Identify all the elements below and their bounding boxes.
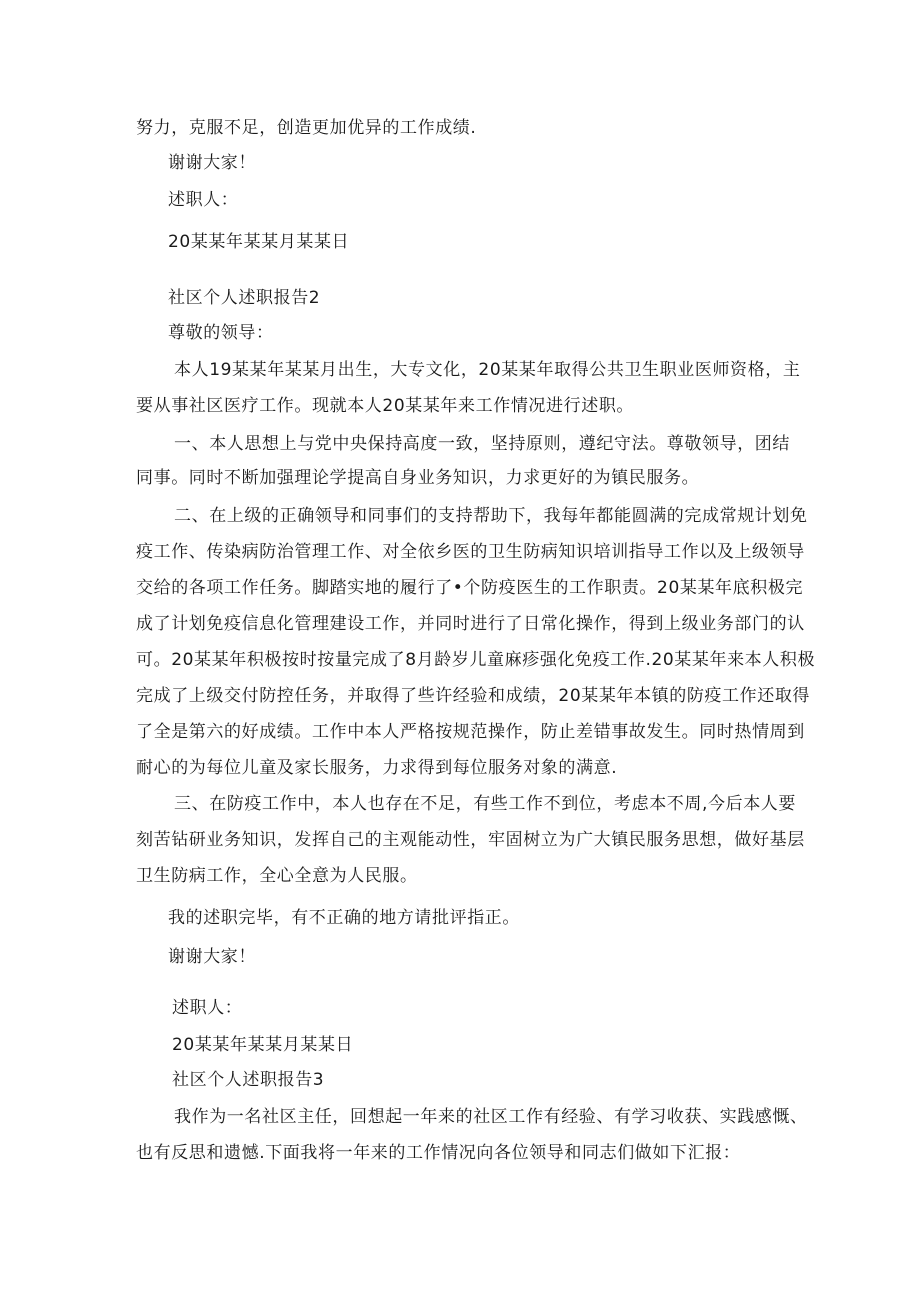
- report2-point2-line: 交给的各项工作任务。脚踏实地的履行了•个防疫医生的工作职责。20某某年底积极完: [136, 578, 804, 598]
- report2-intro-line: 本人19某某年某某月出生，大专文化，20某某年取得公共卫生职业医师资格，主: [174, 360, 801, 380]
- closing-line: 努力，克服不足，创造更加优异的工作成绩.: [136, 118, 477, 138]
- report2-point2-line: 疫工作、传染病防治管理工作、对全依乡医的卫生防病知识培训指导工作以及上级领导: [136, 542, 805, 562]
- report2-salutation: 尊敬的领导：: [168, 323, 274, 343]
- signature-date: 20某某年某某月某某日: [168, 232, 350, 252]
- thanks-line: 谢谢大家！: [168, 153, 256, 173]
- report2-point3-line: 卫生防病工作，全心全意为人民服。: [136, 866, 418, 886]
- report2-point3-line: 三、在防疫工作中，本人也存在不足，有些工作不到位，考虑本不周,今后本人要: [174, 794, 797, 814]
- report2-point2-line: 可。20某某年积极按时按量完成了8月龄岁儿童麻疹强化免疫工作.20某某年来本人积极: [136, 650, 816, 670]
- report3-title: 社区个人述职报告3: [172, 1070, 325, 1090]
- report2-point3-line: 刻苦钻研业务知识，发挥自己的主观能动性，牢固树立为广大镇民服务思想，做好基层: [136, 830, 805, 850]
- report3-intro-line: 我作为一名社区主任，回想起一年来的社区工作有经验、有学习收获、实践感慨、: [174, 1107, 808, 1127]
- report2-conclusion: 我的述职完毕，有不正确的地方请批评指正。: [168, 908, 520, 928]
- report2-point2-line: 二、在上级的正确领导和同事们的支持帮助下，我每年都能圆满的完成常规计划免: [174, 506, 808, 526]
- report2-point2-line: 了全是第六的好成绩。工作中本人严格按规范操作，防止差错事故发生。同时热情周到: [136, 722, 805, 742]
- report2-point2-line: 成了计划免疫信息化管理建设工作，并同时进行了日常化操作，得到上级业务部门的认: [136, 614, 805, 634]
- report2-point1-line: 同事。同时不断加强理论学提高自身业务知识，力求更好的为镇民服务。: [136, 468, 700, 488]
- report3-intro-line: 也有反思和遗憾.下面我将一年来的工作情况向各位领导和同志们做如下汇报：: [136, 1143, 741, 1163]
- report2-intro-line: 要从事社区医疗工作。现就本人20某某年来工作情况进行述职。: [136, 396, 635, 416]
- report2-signature-label: 述职人：: [172, 998, 243, 1018]
- signature-label: 述职人：: [168, 190, 239, 210]
- report2-thanks: 谢谢大家！: [168, 947, 256, 967]
- report2-title: 社区个人述职报告2: [168, 288, 321, 308]
- report2-point2-line: 完成了上级交付防控任务，并取得了些许经验和成绩，20某某年本镇的防疫工作还取得: [136, 686, 811, 706]
- report2-point2-line: 耐心的为每位儿童及家长服务，力求得到每位服务对象的满意.: [136, 758, 618, 778]
- report2-point1-line: 一、本人思想上与党中央保持高度一致，坚持原则，遵纪守法。尊敬领导，团结: [174, 434, 790, 454]
- report2-signature-date: 20某某年某某月某某日: [172, 1035, 354, 1055]
